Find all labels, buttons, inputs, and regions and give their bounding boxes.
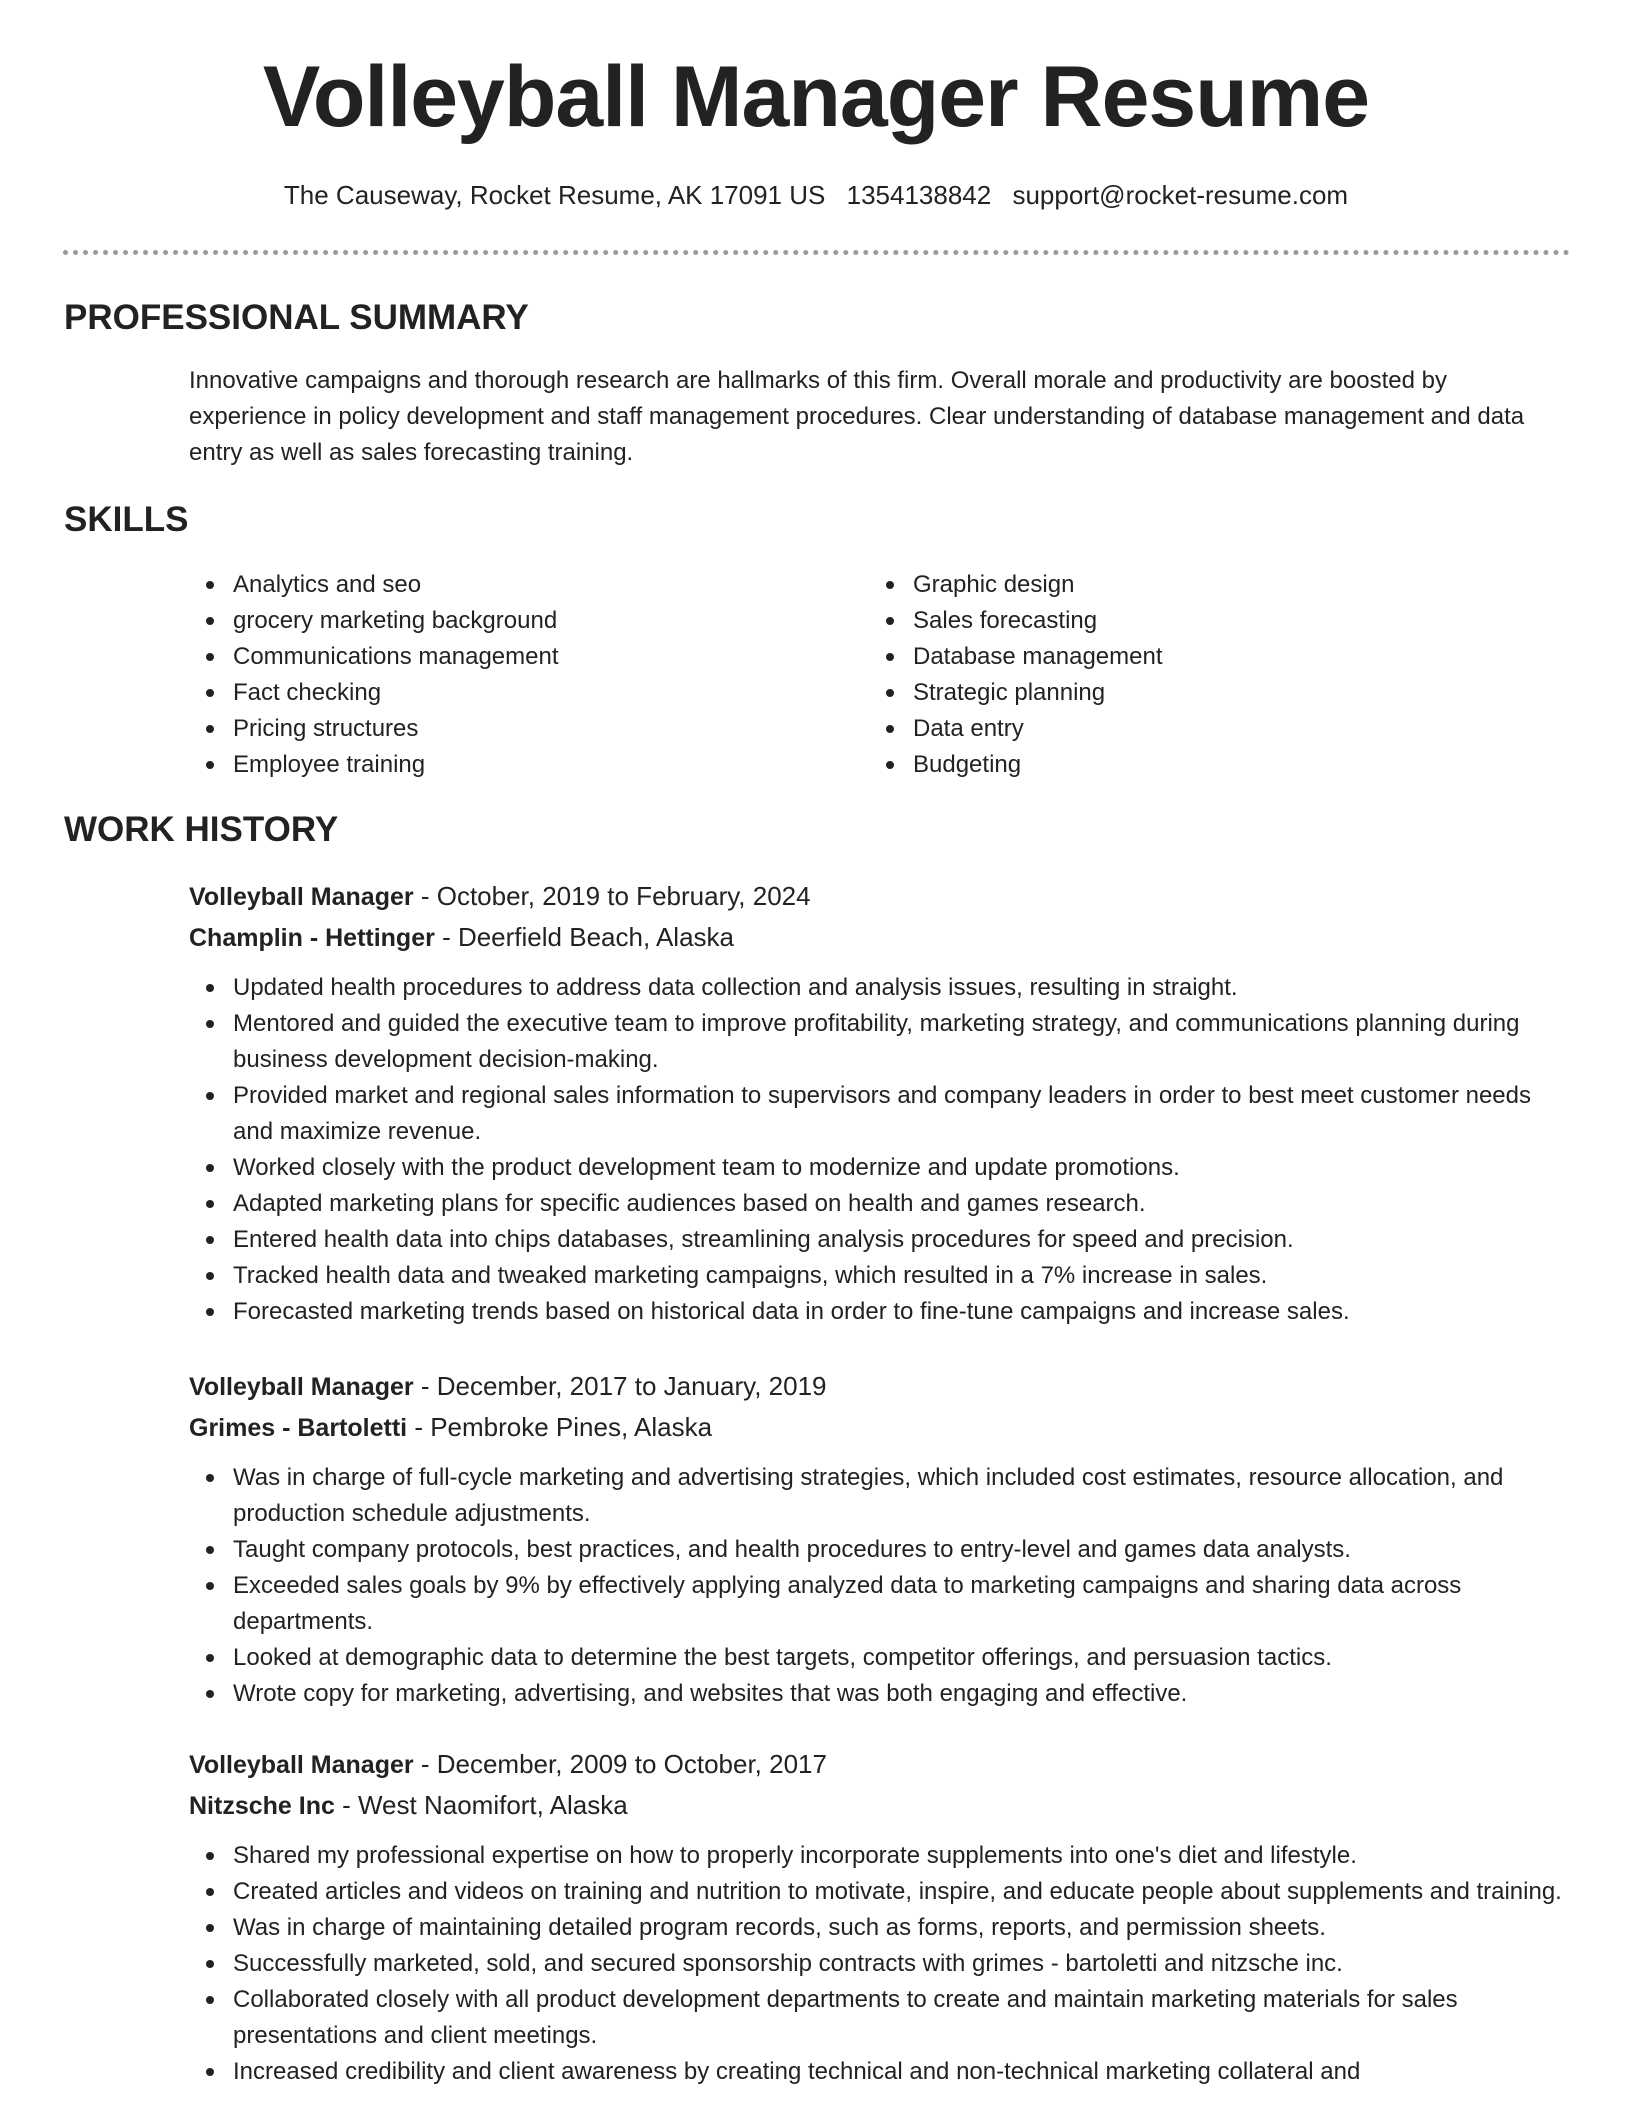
job-entry	[189, 1744, 1569, 2090]
job-title-line	[189, 1366, 1569, 1407]
job-location: - Pembroke Pines, Alaska	[407, 1412, 713, 1442]
job-bullet: Adapted marketing plans for specific audiences based on health and games research.	[189, 1186, 1569, 1222]
summary-heading: PROFESSIONAL SUMMARY	[64, 298, 529, 337]
skill-item: Pricing structures	[189, 711, 559, 747]
job-bullet: Was in charge of maintaining detailed program records, such as forms, reports, and permission sheets.	[189, 1910, 1569, 1946]
skills-list-right	[869, 567, 1163, 783]
job-bullets	[189, 970, 1569, 1330]
job-bullet: Exceeded sales goals by 9% by effectively applying analyzed data to marketing campaigns and sharing data across departments.	[189, 1568, 1569, 1640]
job-dates: - October, 2019 to February, 2024	[413, 881, 811, 911]
job-bullet: Provided market and regional sales information to supervisors and company leaders in order to best meet customer needs and maximize revenue.	[189, 1078, 1569, 1150]
job-entry	[189, 1366, 1569, 1712]
email: support@rocket-resume.com	[1012, 180, 1349, 210]
job-bullet: Created articles and videos on training and nutrition to motivate, inspire, and educate people about supplements and training.	[189, 1874, 1569, 1910]
summary-text: Innovative campaigns and thorough research are hallmarks of this firm. Overall morale and productivity are boosted by experience in policy development and staff management procedures. Clear understanding of database management and data entry as well as sales forecasting training.	[189, 367, 1525, 466]
job-company: Champlin - Hettinger	[189, 924, 435, 952]
job-company-line	[189, 1785, 1569, 1826]
job-title: Volleyball Manager	[189, 1373, 414, 1401]
job-title-line	[189, 876, 1569, 917]
skills-list-left	[189, 567, 559, 783]
job-bullet: Collaborated closely with all product development departments to create and maintain marketing materials for sales presentations and client meetings.	[189, 1982, 1569, 2054]
skill-item: Budgeting	[869, 747, 1163, 783]
job-bullet: Mentored and guided the executive team to improve profitability, marketing strategy, and communications planning during business development decision-making.	[189, 1006, 1569, 1078]
job-bullet: Increased credibility and client awareness by creating technical and non-technical marketing collateral and	[189, 2054, 1569, 2090]
skill-item: Communications management	[189, 639, 559, 675]
job-company: Grimes - Bartoletti	[189, 1414, 408, 1442]
header-divider	[63, 250, 1570, 255]
job-title: Volleyball Manager	[189, 883, 414, 911]
contact-line	[0, 180, 1632, 211]
job-bullet: Forecasted marketing trends based on historical data in order to fine-tune campaigns and increase sales.	[189, 1294, 1569, 1330]
job-bullet: Wrote copy for marketing, advertising, and websites that was both engaging and effective.	[189, 1676, 1569, 1712]
skill-item: Graphic design	[869, 567, 1163, 603]
job-bullet: Was in charge of full-cycle marketing and advertising strategies, which included cost estimates, resource allocation, and production schedule adjustments.	[189, 1460, 1569, 1532]
skill-item: grocery marketing background	[189, 603, 559, 639]
skill-item: Employee training	[189, 747, 559, 783]
phone: 1354138842	[846, 180, 992, 210]
job-bullet: Taught company protocols, best practices, and health procedures to entry-level and games data analysts.	[189, 1532, 1569, 1568]
job-entry	[189, 876, 1569, 1330]
skill-item: Data entry	[869, 711, 1163, 747]
resume-title: Volleyball Manager Resume	[262, 49, 1370, 145]
job-location: - West Naomifort, Alaska	[334, 1790, 628, 1820]
skill-item: Sales forecasting	[869, 603, 1163, 639]
job-dates: - December, 2009 to October, 2017	[413, 1749, 827, 1779]
job-dates: - December, 2017 to January, 2019	[413, 1371, 827, 1401]
job-bullet: Entered health data into chips databases, streamlining analysis procedures for speed and precision.	[189, 1222, 1569, 1258]
skill-item: Fact checking	[189, 675, 559, 711]
job-bullet: Tracked health data and tweaked marketing campaigns, which resulted in a 7% increase in sales.	[189, 1258, 1569, 1294]
skill-item: Database management	[869, 639, 1163, 675]
skill-item: Strategic planning	[869, 675, 1163, 711]
job-bullets	[189, 1838, 1569, 2090]
skill-item: Analytics and seo	[189, 567, 559, 603]
job-bullet: Successfully marketed, sold, and secured sponsorship contracts with grimes - bartoletti and nitzsche inc.	[189, 1946, 1569, 1982]
job-company: Nitzsche Inc	[189, 1792, 335, 1820]
job-company-line	[189, 917, 1569, 958]
job-bullet: Worked closely with the product development team to modernize and update promotions.	[189, 1150, 1569, 1186]
skills-heading: SKILLS	[64, 500, 189, 539]
job-company-line	[189, 1407, 1569, 1448]
job-title-line	[189, 1744, 1569, 1785]
job-bullet: Looked at demographic data to determine the best targets, competitor offerings, and persuasion tactics.	[189, 1640, 1569, 1676]
job-bullet: Updated health procedures to address data collection and analysis issues, resulting in straight.	[189, 970, 1569, 1006]
job-location: - Deerfield Beach, Alaska	[434, 922, 734, 952]
work-history-heading: WORK HISTORY	[64, 810, 339, 849]
job-title: Volleyball Manager	[189, 1751, 414, 1779]
address: The Causeway, Rocket Resume, AK 17091 US	[283, 180, 826, 210]
job-bullet: Shared my professional expertise on how to properly incorporate supplements into one's diet and lifestyle.	[189, 1838, 1569, 1874]
job-bullets	[189, 1460, 1569, 1712]
